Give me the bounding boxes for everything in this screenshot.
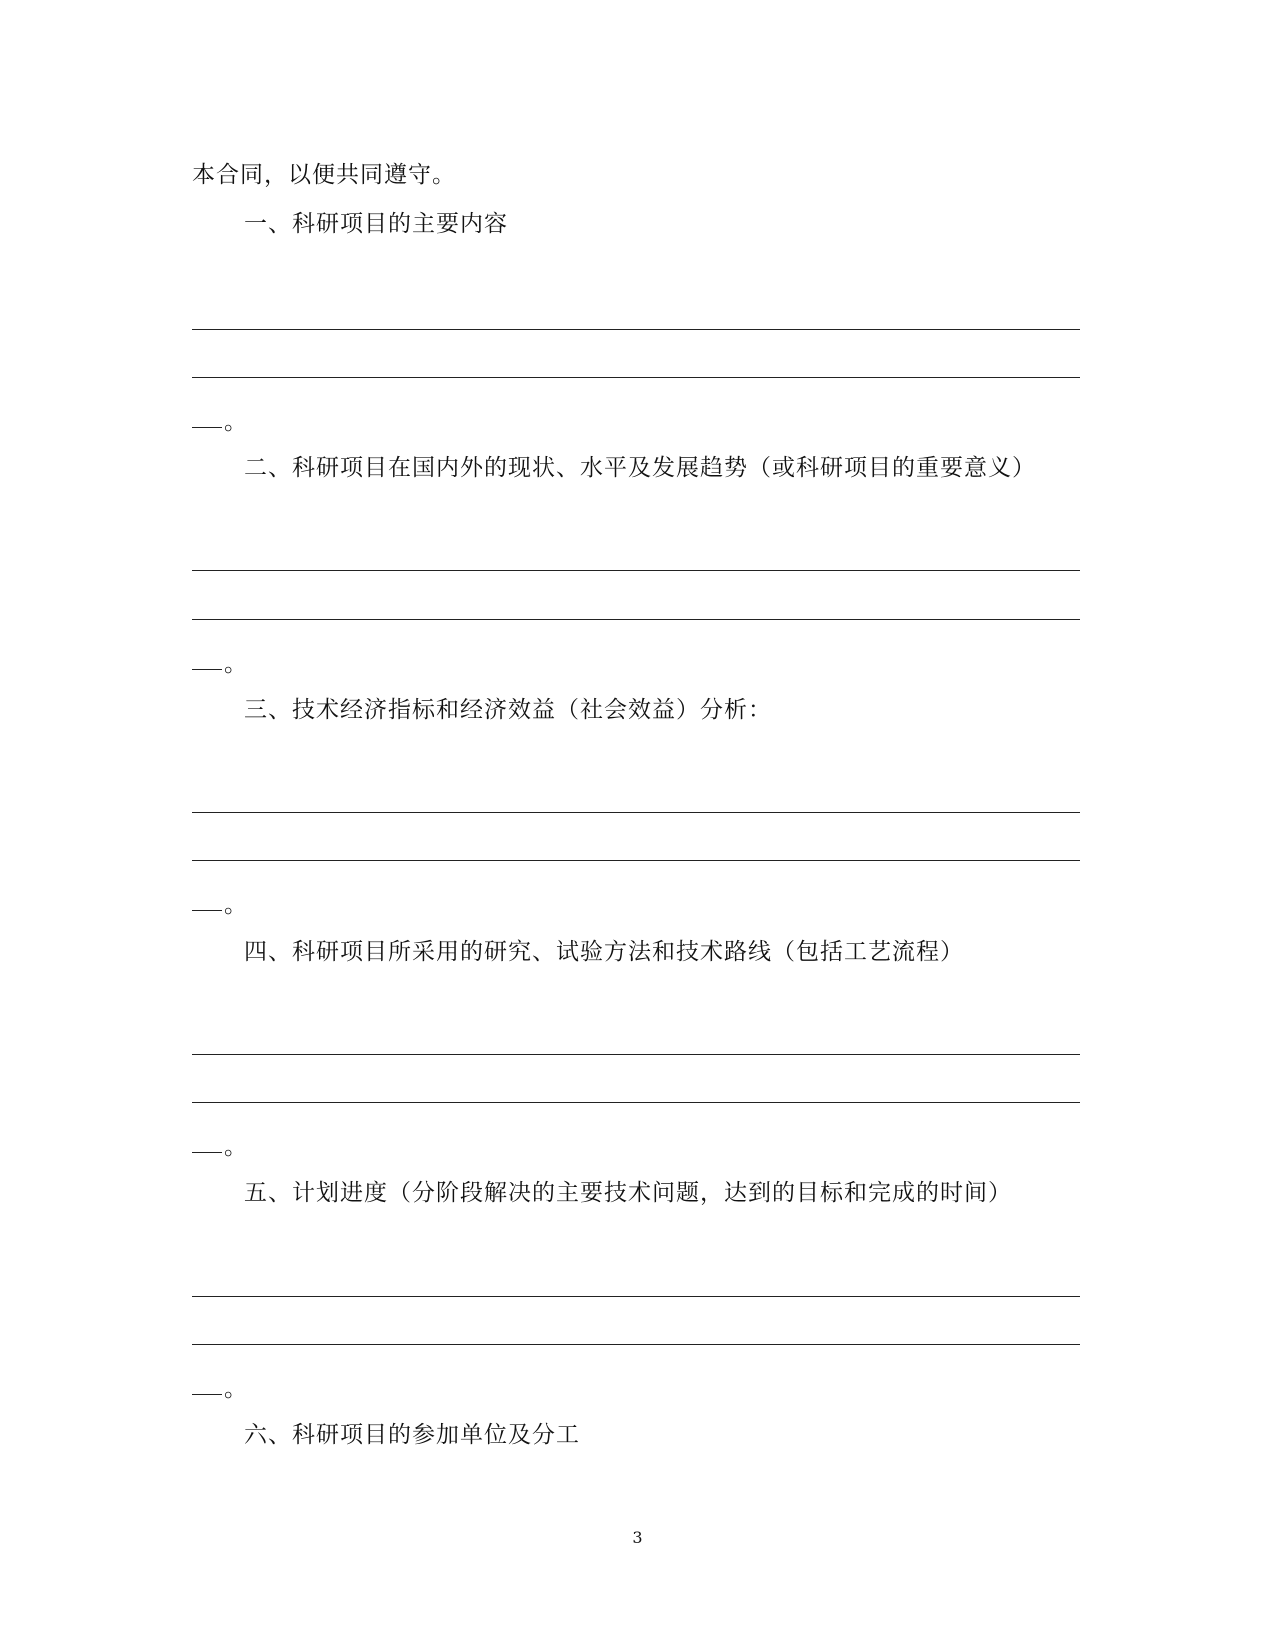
- section-1-blank-end: [192, 407, 247, 437]
- section-2-blank-end: [192, 649, 247, 679]
- section-1-heading: 一、科研项目的主要内容: [244, 211, 508, 237]
- section-5-blank-end: [192, 1374, 247, 1404]
- section-3-blank-end: [192, 890, 247, 920]
- section-5-blank-stub: [192, 1394, 222, 1395]
- section-3-end-mark: 。: [224, 892, 247, 918]
- section-4-heading: 四、科研项目所采用的研究、试验方法和技术路线（包括工艺流程）: [244, 939, 964, 965]
- section-3-heading: 三、技术经济指标和经济效益（社会效益）分析：: [244, 697, 772, 723]
- section-4-blank-line-2: [192, 1102, 1080, 1103]
- section-2-end-mark: 。: [224, 651, 247, 677]
- section-3-blank-stub: [192, 910, 222, 911]
- section-5-end-mark: 。: [224, 1376, 247, 1402]
- section-1-blank-line-1: [192, 329, 1080, 330]
- section-4-blank-end: [192, 1132, 247, 1162]
- page-number: 3: [632, 1528, 643, 1547]
- section-1-blank-line-2: [192, 377, 1080, 378]
- section-5-blank-line-1: [192, 1296, 1080, 1297]
- section-1-end-mark: 。: [224, 409, 247, 435]
- section-2-blank-line-2: [192, 619, 1080, 620]
- section-2-blank-line-1: [192, 570, 1080, 571]
- section-3-blank-line-2: [192, 860, 1080, 861]
- section-6-heading: 六、科研项目的参加单位及分工: [244, 1422, 580, 1448]
- section-5-blank-line-2: [192, 1344, 1080, 1345]
- section-2-heading: 二、科研项目在国内外的现状、水平及发展趋势（或科研项目的重要意义）: [244, 455, 1036, 481]
- section-4-blank-stub: [192, 1152, 222, 1153]
- section-3-blank-line-1: [192, 812, 1080, 813]
- section-1-blank-stub: [192, 427, 222, 428]
- section-4-blank-line-1: [192, 1054, 1080, 1055]
- intro-line: 本合同，以便共同遵守。: [192, 162, 456, 188]
- section-4-end-mark: 。: [224, 1134, 247, 1160]
- section-2-blank-stub: [192, 669, 222, 670]
- section-5-heading: 五、计划进度（分阶段解决的主要技术问题，达到的目标和完成的时间）: [244, 1180, 1012, 1206]
